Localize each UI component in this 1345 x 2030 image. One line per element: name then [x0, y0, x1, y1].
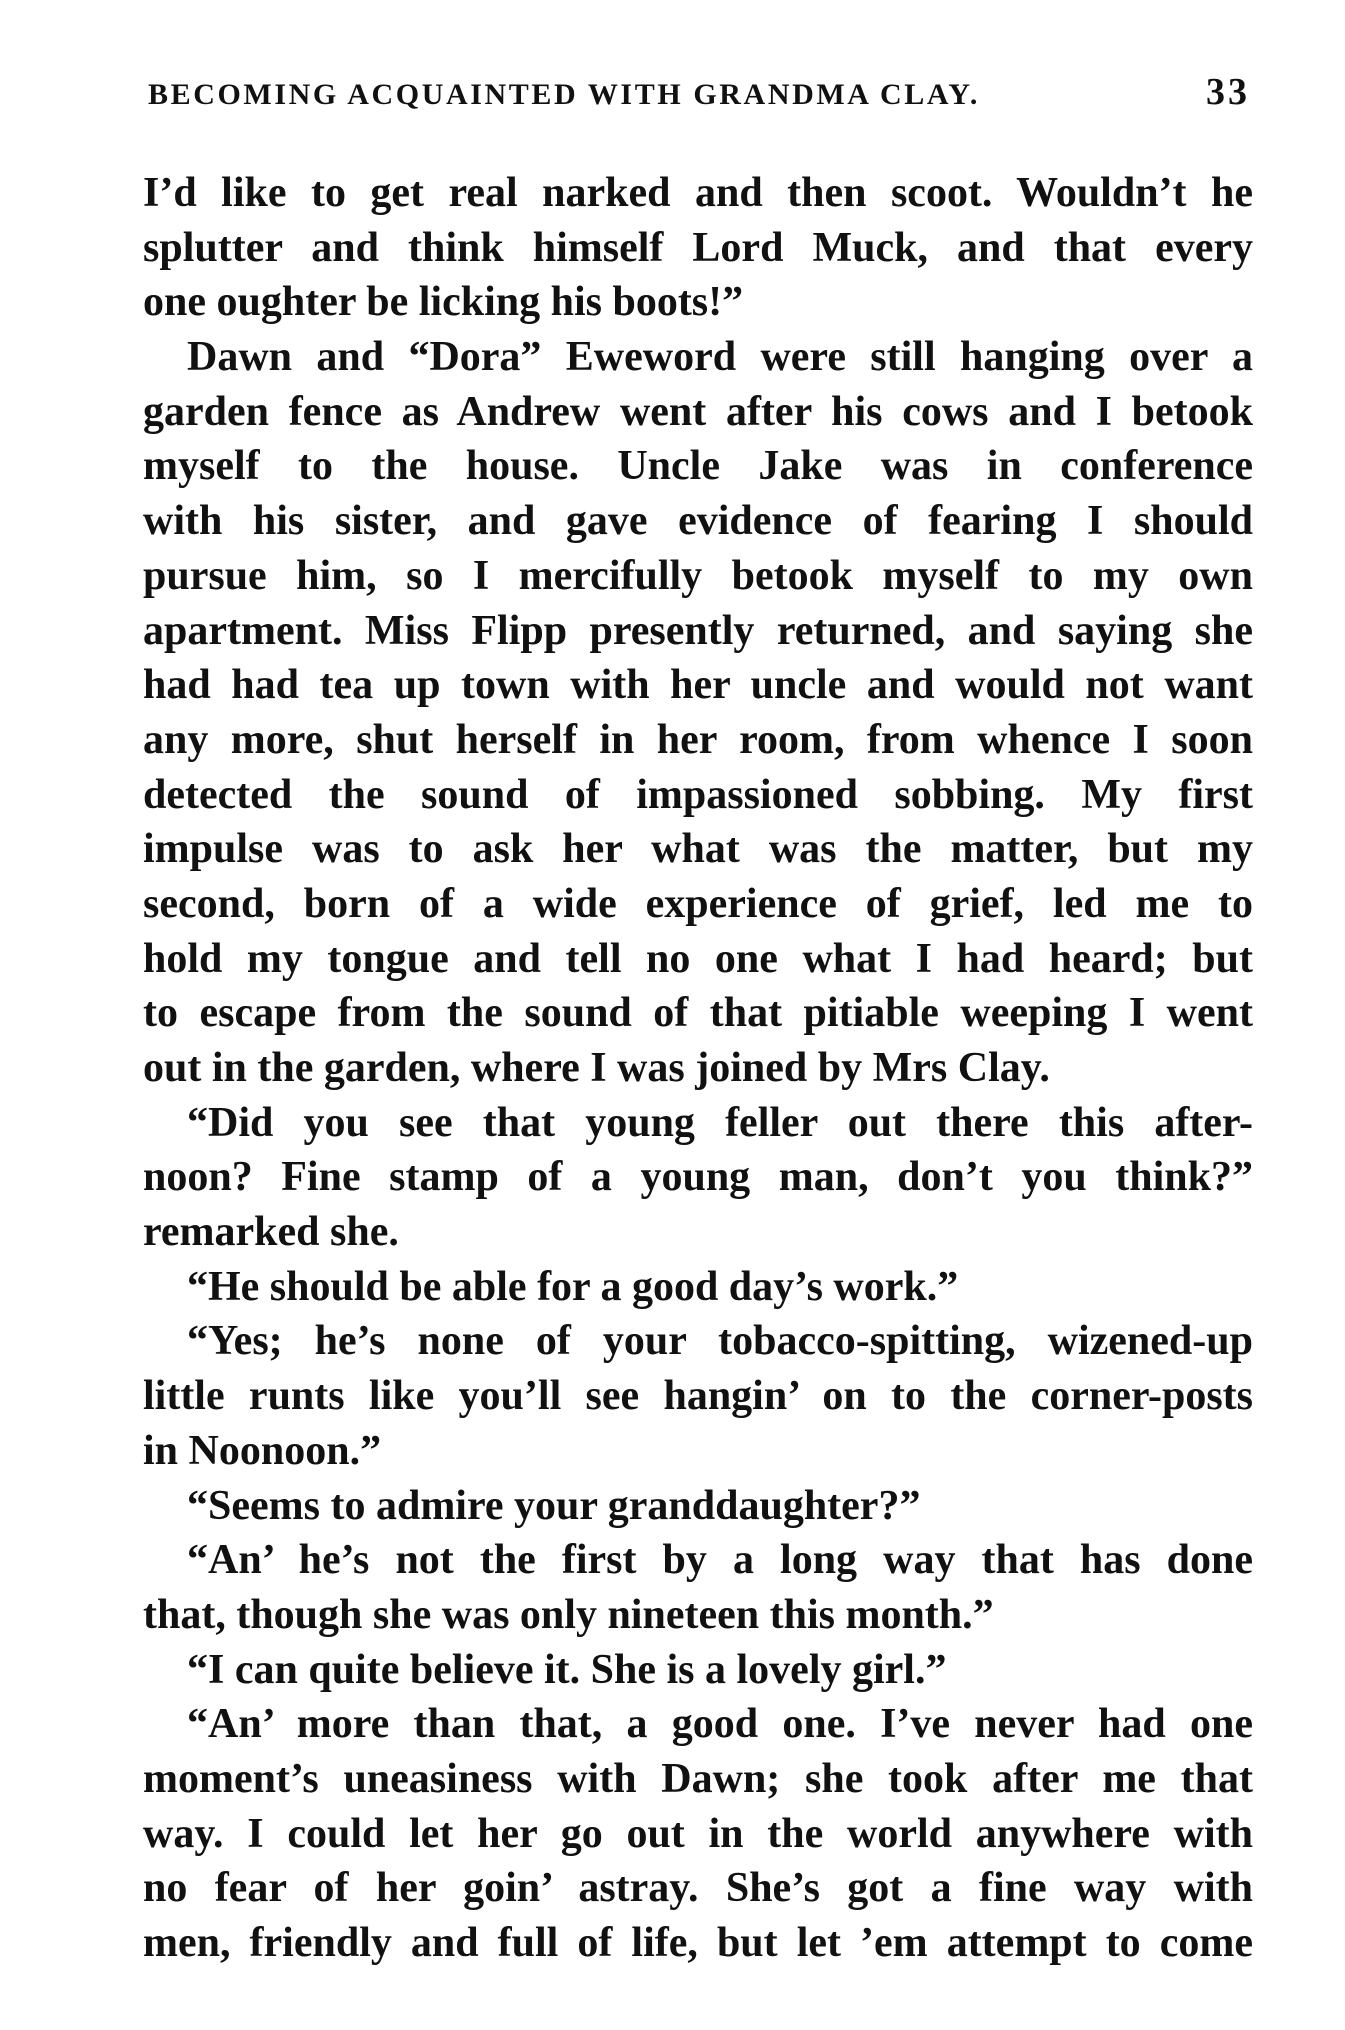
text-line: way. I could let her go out in the world anywhere with — [143, 1810, 1253, 1857]
text-line: to escape from the sound of that pitiable weeping I went — [143, 990, 1253, 1037]
text-line: one oughter be licking his boots!” — [143, 279, 744, 326]
text-line: that, though she was only nineteen this month.” — [143, 1591, 994, 1638]
text-line: little runts like you’ll see hangin’ on to the corner-posts — [143, 1373, 1253, 1420]
text-line: apartment. Miss Flipp presently returned, and saying she — [143, 607, 1253, 654]
running-head — [148, 70, 1250, 120]
text-line: remarked she. — [143, 1209, 399, 1256]
text-line: men, friendly and full of life, but let ’em attempt to come — [143, 1920, 1253, 1966]
text-line: in Noonoon.” — [143, 1427, 382, 1474]
running-title: BECOMING ACQUAINTED WITH GRANDMA CLAY. — [148, 78, 980, 111]
text-line: “I can quite believe it. She is a lovely girl.” — [187, 1646, 947, 1693]
text-line: “Yes; he’s none of your tobacco-spitting, wizened-up — [187, 1318, 1253, 1365]
text-line: noon? Fine stamp of a young man, don’t you think?” — [143, 1154, 1253, 1201]
text-line: “Seems to admire your granddaughter?” — [187, 1482, 921, 1529]
text-line: garden fence as Andrew went after his cows and I betook — [143, 388, 1253, 435]
text-line: splutter and think himself Lord Muck, and that every — [143, 224, 1253, 271]
text-line: “An’ he’s not the first by a long way that has done — [187, 1537, 1253, 1584]
text-line: with his sister, and gave evidence of fearing I should — [143, 498, 1253, 545]
text-line: impulse was to ask her what was the matter, but my — [143, 826, 1253, 873]
text-line: “Did you see that young feller out there this after- — [187, 1099, 1253, 1146]
text-line: “He should be able for a good day’s work.” — [187, 1263, 959, 1310]
text-line: out in the garden, where I was joined by Mrs Clay. — [143, 1045, 1050, 1091]
text-line: no fear of her goin’ astray. She’s got a fine way with — [143, 1865, 1253, 1912]
text-line: second, born of a wide experience of grief, led me to — [143, 880, 1253, 927]
text-line: I’d like to get real narked and then scoot. Wouldn’t he — [143, 170, 1253, 216]
page-number: 33 — [1206, 71, 1250, 113]
text-line: myself to the house. Uncle Jake was in conference — [143, 443, 1253, 490]
text-line: “An’ more than that, a good one. I’ve never had one — [187, 1701, 1253, 1748]
text-line: moment’s uneasiness with Dawn; she took after me that — [143, 1755, 1253, 1802]
text-line: any more, shut herself in her room, from whence I soon — [143, 716, 1253, 763]
text-line: had had tea up town with her uncle and would not want — [143, 662, 1253, 709]
text-line: detected the sound of impassioned sobbing. My first — [143, 771, 1253, 818]
text-line: pursue him, so I mercifully betook myself to my own — [143, 552, 1253, 599]
text-line: hold my tongue and tell no one what I had heard; but — [143, 935, 1253, 982]
text-line: Dawn and “Dora” Eweword were still hanging over a — [187, 334, 1253, 381]
body-text — [143, 166, 1253, 1971]
